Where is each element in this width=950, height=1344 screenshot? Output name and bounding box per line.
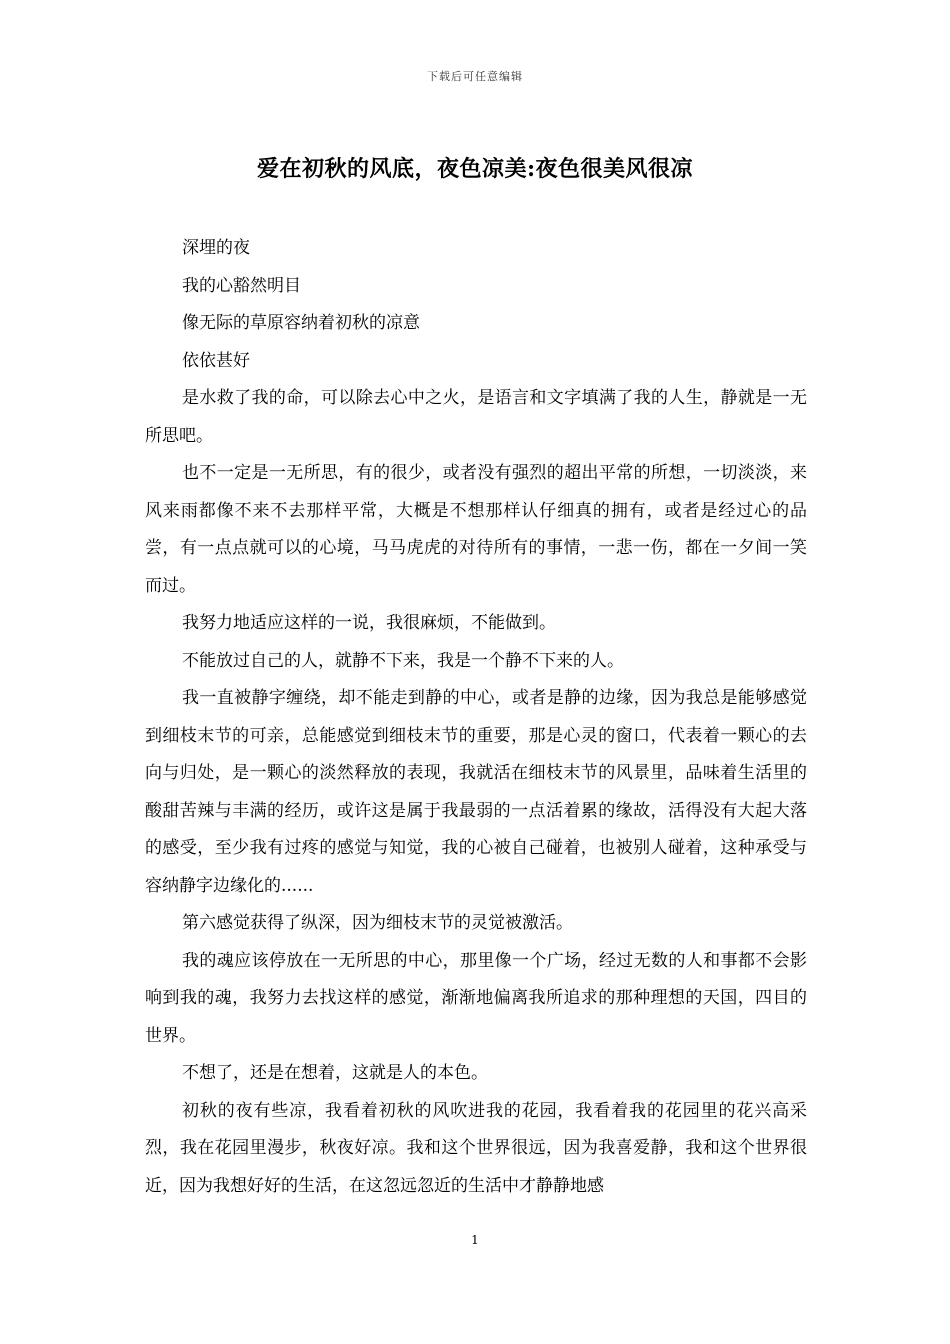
page-number: 1 [471, 1233, 479, 1247]
paragraph: 我努力地适应这样的一说，我很麻烦，不能做到。 [182, 613, 556, 633]
document-title: 爱在初秋的风底，夜色凉美:夜色很美风很凉 [256, 156, 694, 182]
paragraph: 依依甚好 [182, 350, 250, 371]
paragraph: 我的魂应该停放在一无所思的中心，那里像一个广场，经过无数的人和事都不会影响到我的魂，我努力去找这样的感觉，渐渐地偏离我所追求的那种理想的天国，四目的世界。 [145, 950, 807, 1046]
paragraph: 初秋的夜有些凉，我看着初秋的风吹进我的花园，我看着我的花园里的花兴高采烈，我在花园里漫步，秋夜好凉。我和这个世界很远，因为我喜爱静，我和这个世界很近，因为我想好好的生活，在这忽远忽近的生活中才静静地感 [145, 1100, 807, 1196]
paragraph: 像无际的草原容纳着初秋的凉意 [182, 313, 420, 333]
paragraph: 深埋的夜 [182, 238, 250, 258]
paragraph: 不能放过自己的人，就静不下来，我是一个静不下来的人。 [182, 650, 624, 671]
document-body [145, 230, 807, 1205]
paragraph: 我的心豁然明目 [182, 275, 301, 296]
header-note: 下载后可任意编辑 [427, 70, 523, 83]
paragraph: 也不一定是一无所思，有的很少，或者没有强烈的超出平常的所想，一切淡淡，来风来雨都像不来不去那样平常，大概是不想那样认仔细真的拥有，或者是经过心的品尝，有一点点就可以的心境，马马虎虎的对待所有的事情，一悲一伤，都在一夕间一笑而过。 [145, 463, 807, 596]
paragraph: 第六感觉获得了纵深，因为细枝末节的灵觉被激活。 [182, 913, 573, 933]
paragraph: 是水救了我的命，可以除去心中之火，是语言和文字填满了我的人生，静就是一无所思吧。 [145, 388, 807, 446]
paragraph: 不想了，还是在想着，这就是人的本色。 [182, 1063, 488, 1083]
paragraph: 我一直被静字缠绕，却不能走到静的中心，或者是静的边缘，因为我总是能够感觉到细枝末节的可亲，总能感觉到细枝末节的重要，那是心灵的窗口，代表着一颗心的去向与归处，是一颗心的淡然释放的表现，我就活在细枝末节的风景里，品味着生活里的酸甜苦辣与丰满的经历，或许这是属于我最弱的一点活着累的缘故，活得没有大起大落的感受，至少我有过疼的感觉与知觉，我的心被自己碰着，也被别人碰着，这种承受与容纳静字边缘化的...... [145, 688, 807, 896]
